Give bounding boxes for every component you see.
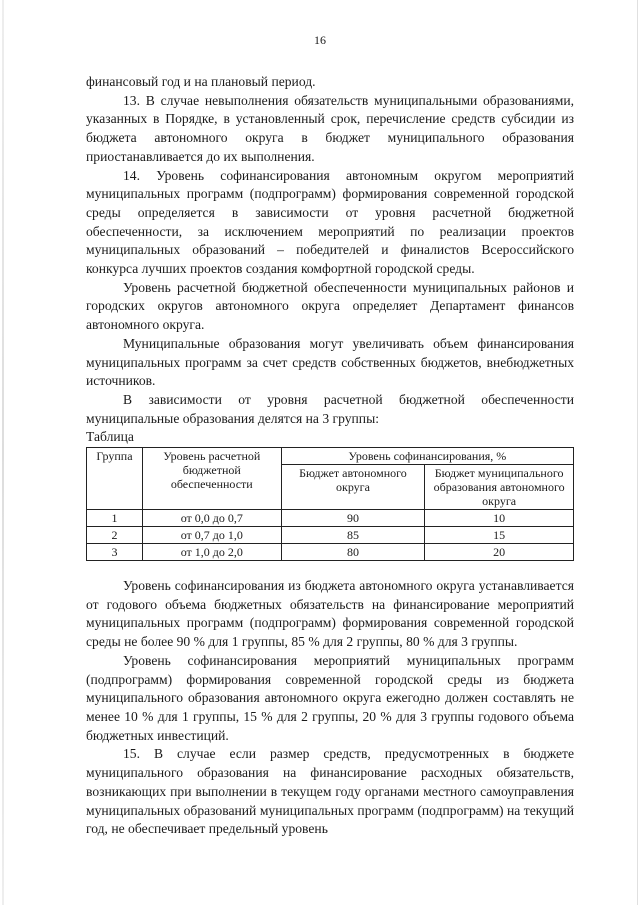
- table-row: [87, 544, 574, 561]
- paragraph: Уровень софинансирования мероприятий муниципальных программ (подпрограмм) формирования современной городской среды из бюджета муниципального образования автономного округа ежегодно должен составлять не менее 10 % для 1 группы, 15 % для 2 группы, 20 % для 3 группы годового объема бюджетных инвестиций.: [86, 652, 574, 743]
- cell-ao: 85: [281, 527, 425, 544]
- paragraph: В зависимости от уровня расчетной бюджетной обеспеченности муниципальные образования делятся на 3 группы:: [86, 391, 574, 426]
- cell-group: 1: [87, 510, 143, 527]
- paragraph: 13. В случае невыполнения обязательств муниципальными образованиями, указанных в Порядке, в установленный срок, перечисление средств субсидии из бюджета автономного округа в бюджет муниципального образования приостанавливается до их выполнения.: [86, 92, 574, 164]
- cell-ao: 90: [281, 510, 425, 527]
- cell-level: от 0,0 до 0,7: [142, 510, 281, 527]
- header-mo-budget: Бюджет муниципального образования автономного округа: [425, 465, 574, 510]
- header-cofinancing: Уровень софинансирования, %: [281, 448, 573, 465]
- cell-level: от 0,7 до 1,0: [142, 527, 281, 544]
- paragraph: Уровень софинансирования из бюджета автономного округа устанавливается от годового объема бюджетных обязательств на финансирование мероприятий муниципальных программ (подпрограмм) формирования современной городской среды не более 90 % для 1 группы, 85 % для 2 группы, 80 % для 3 группы.: [86, 578, 574, 650]
- page-number: 16: [314, 33, 326, 47]
- cofinancing-table: [86, 447, 574, 561]
- paragraph: 15. В случае если размер средств, предусмотренных в бюджете муниципального образования на финансирование расходных обязательств, возникающих при выполнении в текущем году органами местного самоуправления муниципальных образований муниципальных программ (подпрограмм) на текущий год, не обеспечивает предельный уровень: [86, 746, 574, 837]
- header-level: Уровень расчетной бюджетной обеспеченности: [142, 448, 281, 510]
- document-body: [86, 73, 574, 839]
- cell-level: от 1,0 до 2,0: [142, 544, 281, 561]
- paragraph: 14. Уровень софинансирования автономным округом мероприятий муниципальных программ (подпрограмм) формирования современной городской среды определяется в зависимости от уровня расчетной бюджетной обеспеченности, за исключением мероприятий по реализации проектов муниципальных образований – победителей и финалистов Всероссийского конкурса лучших проектов создания комфортной городской среды.: [86, 167, 574, 277]
- header-group: Группа: [87, 448, 143, 510]
- table-row: [87, 527, 574, 544]
- paragraph: Муниципальные образования могут увеличивать объем финансирования муниципальных программ за счет средств собственных бюджетов, внебюджетных источников.: [86, 335, 574, 389]
- table-row: [87, 510, 574, 527]
- table-header-row: [87, 448, 574, 465]
- scan-edge-left: [2, 0, 4, 905]
- scan-edge-right: [637, 0, 638, 905]
- cell-group: 3: [87, 544, 143, 561]
- header-ao-budget: Бюджет автономного округа: [281, 465, 425, 510]
- cell-ao: 80: [281, 544, 425, 561]
- spacer: [86, 561, 574, 577]
- cell-mo: 20: [425, 544, 574, 561]
- paragraph: Уровень расчетной бюджетной обеспеченности муниципальных районов и городских округов автономного округа определяет Департамент финансов автономного округа.: [86, 279, 574, 333]
- table-caption: Таблица: [86, 429, 134, 445]
- cell-group: 2: [87, 527, 143, 544]
- paragraph: финансовый год и на плановый период.: [86, 74, 316, 89]
- cell-mo: 10: [425, 510, 574, 527]
- cell-mo: 15: [425, 527, 574, 544]
